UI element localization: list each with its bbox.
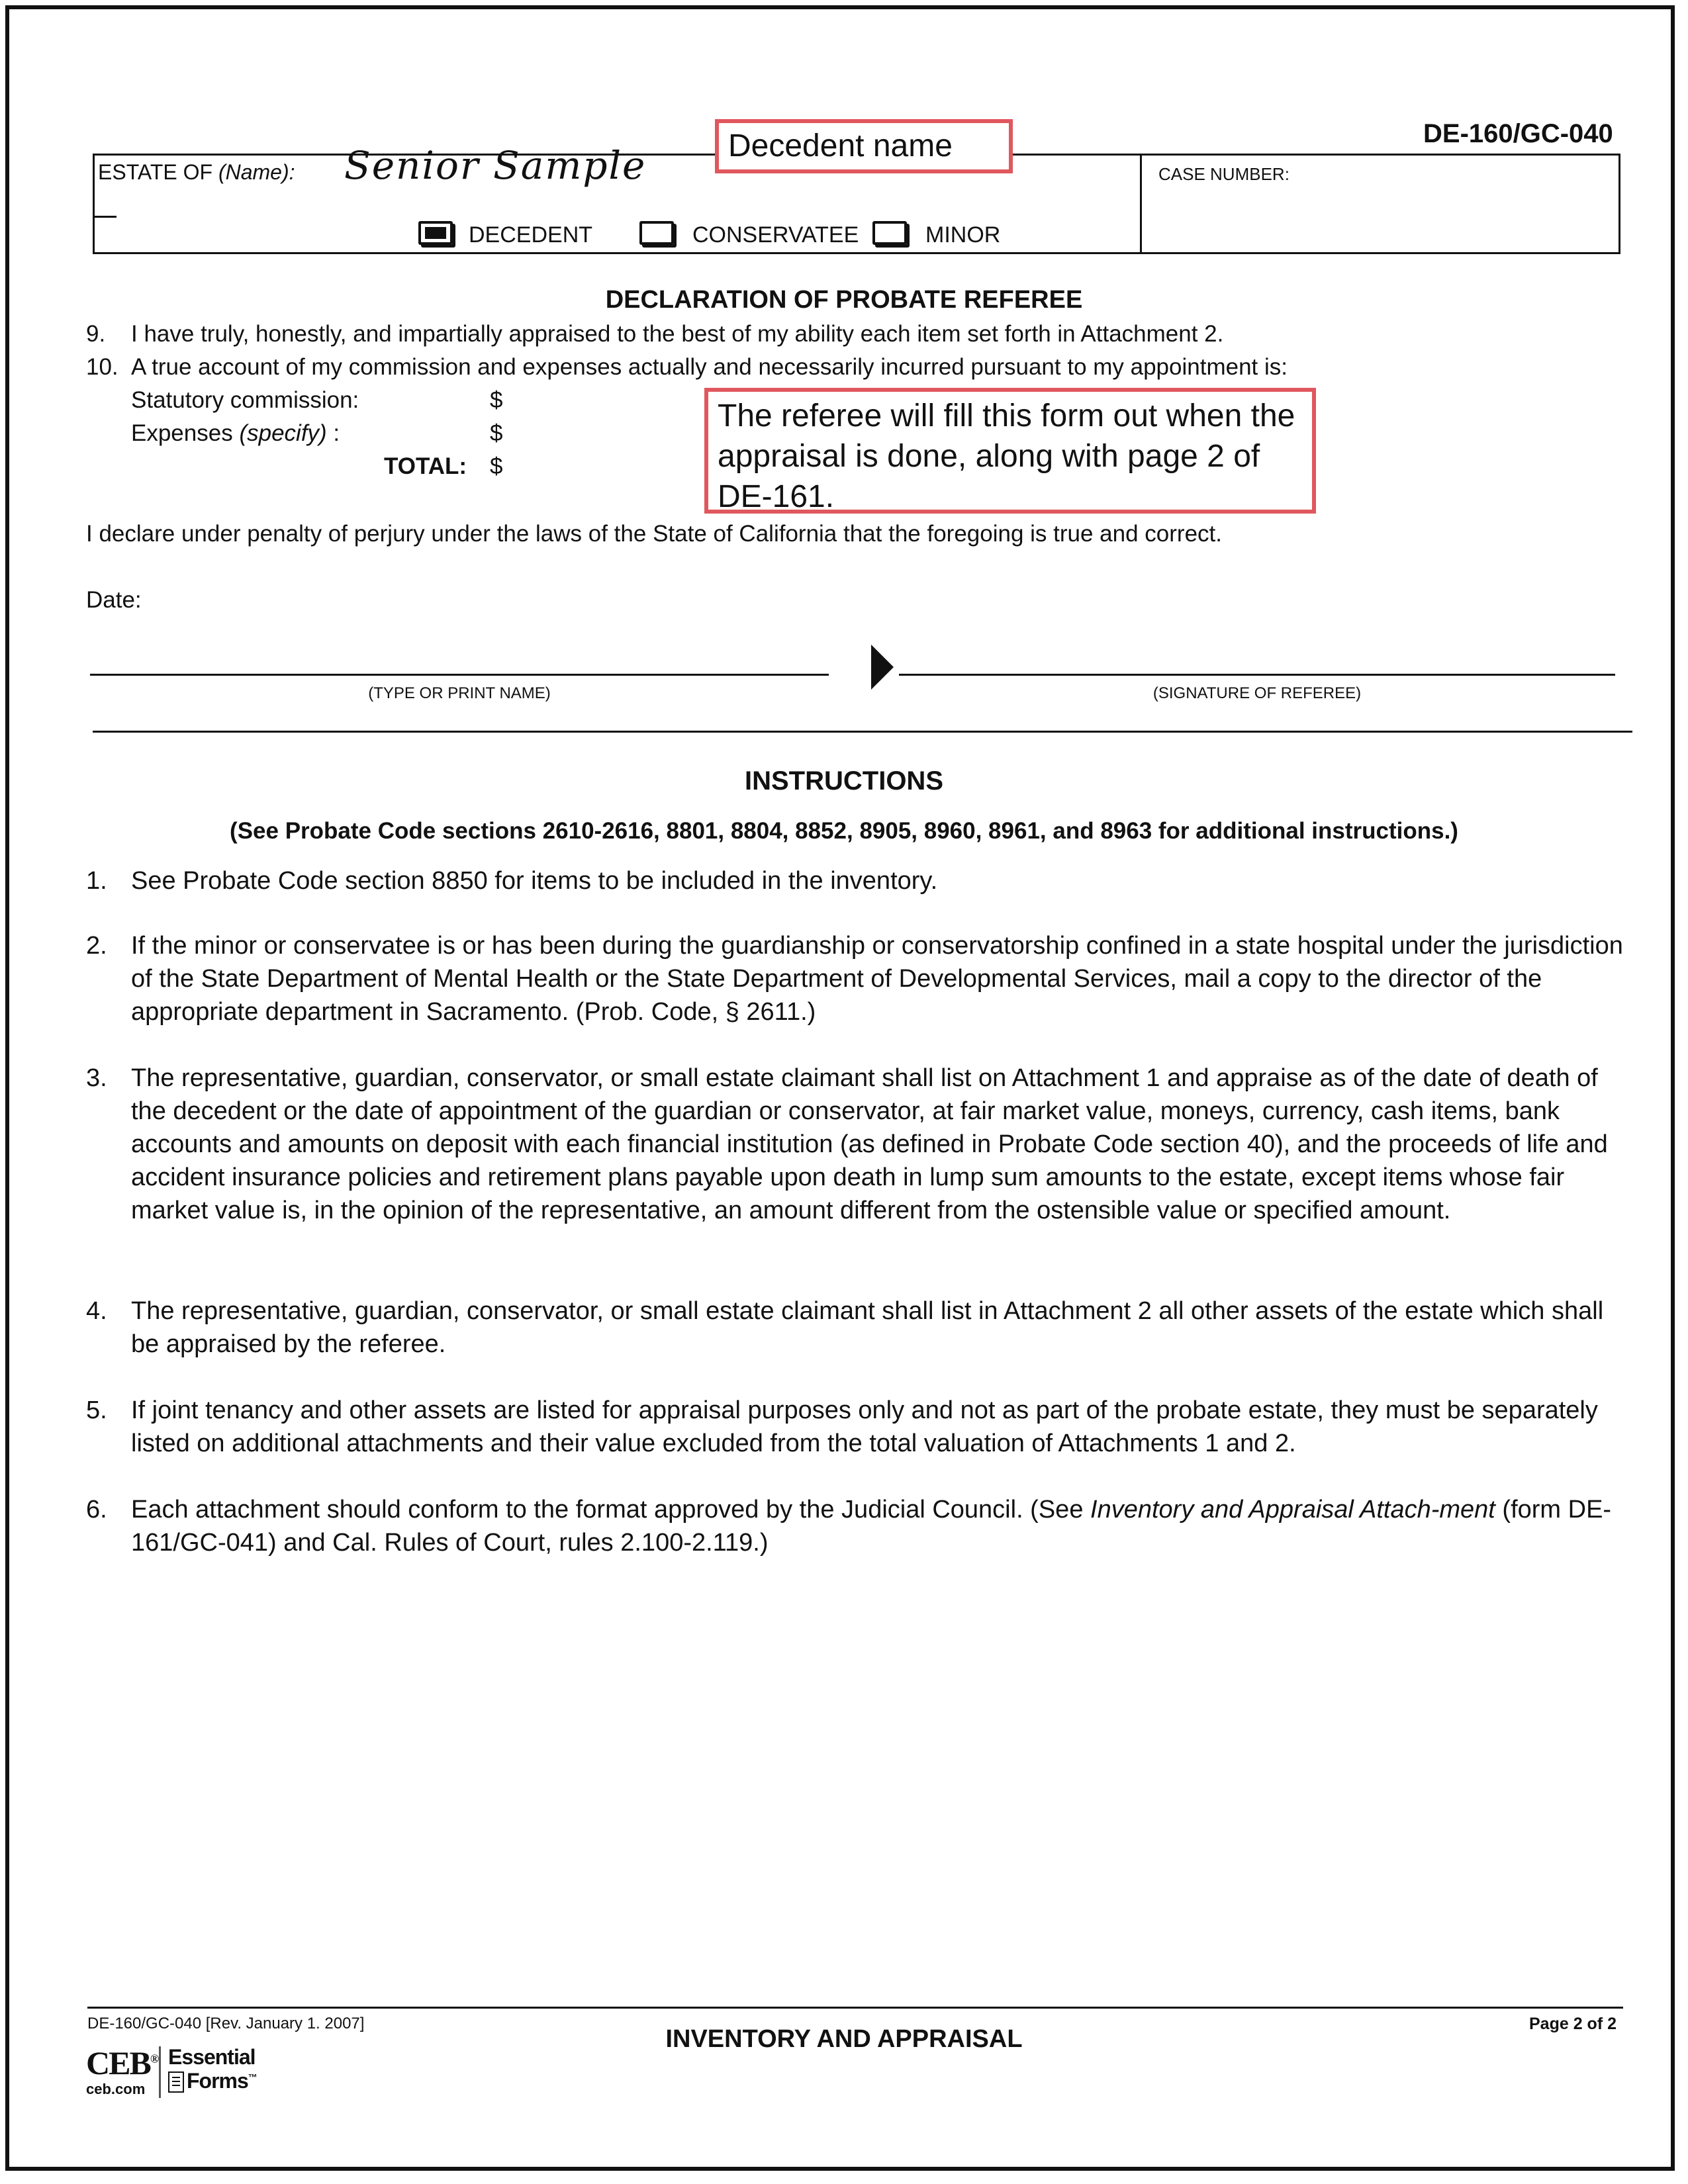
date-label: Date:: [86, 587, 142, 613]
item-10-text: A true account of my commission and expenses actually and necessarily incurred pursuant to my appointment is:: [131, 354, 1288, 380]
conservatee-checkbox[interactable]: [639, 221, 674, 245]
expenses-dollar-sign: $: [490, 420, 503, 446]
case-number-label: CASE NUMBER:: [1158, 164, 1289, 184]
statutory-commission-label: Statutory commission:: [131, 387, 359, 413]
page-number: Page 2 of 2: [1529, 2015, 1617, 2033]
logo-forms-text: Forms™: [187, 2069, 257, 2093]
total-dollar-sign: $: [490, 453, 503, 479]
signature-line[interactable]: [899, 674, 1615, 676]
print-name-caption: (TYPE OR PRINT NAME): [368, 684, 551, 702]
revision-label: DE-160/GC-040 [Rev. January 1. 2007]: [87, 2015, 365, 2032]
caption-divider: [1140, 154, 1142, 254]
signature-caption: (SIGNATURE OF REFEREE): [1152, 684, 1362, 702]
logo-forms-icon: [168, 2071, 184, 2093]
decedent-checkbox[interactable]: [418, 221, 453, 245]
decedent-name-callout: Decedent name: [715, 119, 1013, 173]
minor-label: MINOR: [925, 222, 1001, 248]
statutory-dollar-sign: $: [490, 387, 503, 413]
logo-site-text: ceb.com: [86, 2081, 146, 2097]
statutory-commission-field[interactable]: [516, 385, 688, 414]
item-9-text: I have truly, honestly, and impartially appraised to the best of my ability each item set forth in Attachment 2.: [131, 321, 1224, 347]
estate-name-field[interactable]: Senior Sample: [344, 143, 647, 188]
dash-mark: [93, 216, 117, 218]
footer-title: INVENTORY AND APPRAISAL: [665, 2025, 1023, 2053]
conservatee-label: CONSERVATEE: [692, 222, 859, 248]
section-divider: [93, 731, 1632, 733]
instructions-title: INSTRUCTIONS: [745, 766, 943, 796]
decedent-label: DECEDENT: [469, 222, 593, 248]
case-number-field[interactable]: [1158, 192, 1609, 245]
logo-ceb-text: CEB®: [86, 2044, 158, 2081]
signature-arrow-icon: [871, 645, 894, 690]
print-name-line[interactable]: [90, 674, 829, 676]
referee-note-callout: The referee will fill this form out when the appraisal is done, along with page 2 of DE-161.: [704, 388, 1316, 514]
item-10-number: 10.: [86, 354, 118, 380]
estate-label: ESTATE OF (Name):: [98, 160, 295, 184]
item-9-number: 9.: [86, 321, 106, 347]
footer-line: [87, 2007, 1623, 2009]
expenses-label: Expenses (specify) :: [131, 420, 340, 446]
form-number: DE-160/GC-040: [1423, 119, 1613, 148]
instructions-subtitle: (See Probate Code sections 2610-2616, 8801, 8804, 8852, 8905, 8960, 8961, and 8963 for additional instructions.): [230, 818, 1458, 844]
logo-essential-text: Essential: [168, 2045, 256, 2069]
date-field[interactable]: [146, 582, 543, 614]
perjury-statement: I declare under penalty of perjury under the laws of the State of California that the foregoing is true and correct.: [86, 521, 1222, 547]
declaration-title: DECLARATION OF PROBATE REFEREE: [605, 286, 1083, 314]
minor-checkbox[interactable]: [872, 221, 907, 245]
total-label: TOTAL:: [384, 453, 467, 479]
expenses-field[interactable]: [516, 418, 688, 447]
logo-divider: [159, 2046, 161, 2098]
total-field[interactable]: [516, 451, 688, 480]
